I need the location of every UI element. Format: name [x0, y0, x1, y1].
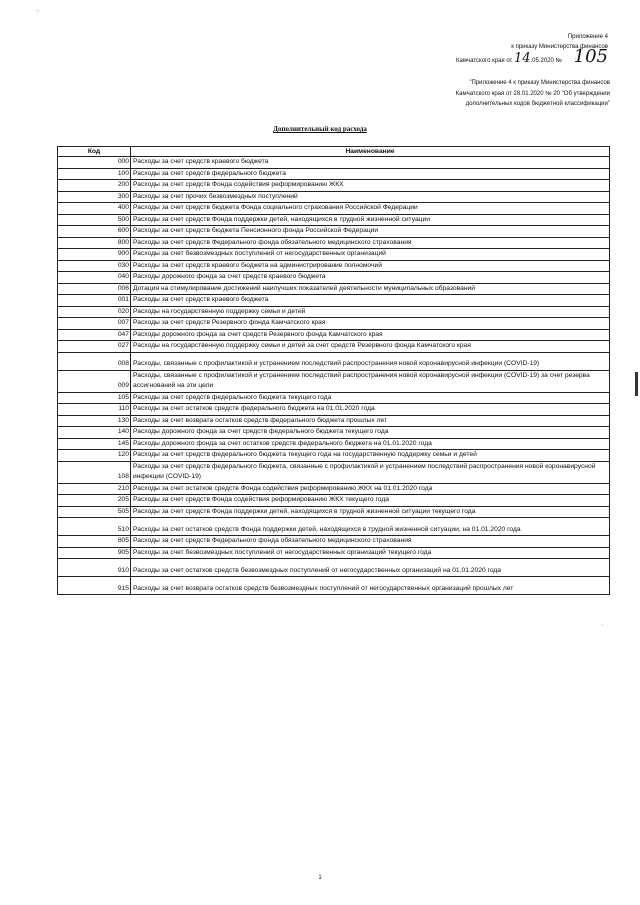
table-row	[58, 495, 610, 507]
table-row	[58, 306, 610, 318]
amended-header-line: Камчатского края от 28.01.2020 № 20 "Об утверждении	[455, 90, 610, 97]
table-row	[58, 180, 610, 192]
row-name: Расходы за счет средств Фонда содействия реформированию ЖКХ	[131, 180, 610, 192]
row-code: 905	[58, 547, 131, 559]
row-name: Расходы за счет средств Фонда поддержки детей, находящихся в трудной жизненной ситуации	[131, 214, 610, 226]
expense-codes-table	[57, 146, 610, 595]
row-code: 600	[58, 226, 131, 238]
row-code: 009	[58, 370, 131, 392]
row-name: Расходы за счет возврата остатков средств федерального бюджета прошлых лет	[131, 415, 610, 427]
row-name: Расходы за счет средств федерального бюджета	[131, 168, 610, 180]
table-row	[58, 329, 610, 341]
row-code: 047	[58, 329, 131, 341]
row-name: Расходы на государственную поддержку семьи и детей	[131, 306, 610, 318]
row-code: 800	[58, 237, 131, 249]
row-code: 205	[58, 495, 131, 507]
row-name: Расходы за счет средств Федерального фонда обязательного медицинского страхования	[131, 536, 610, 548]
row-name: Расходы за счет средств бюджета Пенсионного фонда Российской Федерации	[131, 226, 610, 238]
table-row	[58, 318, 610, 330]
column-header-name: Наименование	[131, 147, 610, 157]
table-row	[58, 237, 610, 249]
table-row	[58, 295, 610, 307]
row-code: 210	[58, 483, 131, 495]
row-name: Расходы за счет прочих безвозмездных поступлений	[131, 191, 610, 203]
table-row	[58, 203, 610, 215]
row-code: 006	[58, 283, 131, 295]
table-row	[58, 226, 610, 238]
row-name: Расходы, связанные с профилактикой и устранением последствий распространения новой коронавирусной инфекции (COVID-19) за счет резерва ассигнований на эти цели	[131, 370, 610, 392]
order-header	[388, 32, 608, 66]
column-header-code: Код	[58, 147, 131, 157]
scan-edge-mark	[635, 372, 638, 396]
row-code: 130	[58, 415, 131, 427]
table-row	[58, 536, 610, 548]
row-code: 915	[58, 577, 131, 595]
row-code: 200	[58, 180, 131, 192]
table-row	[58, 341, 610, 353]
row-name: Расходы за счет остатков средств безвозмездных поступлений от негосударственных организаций на 01.01.2020 года	[131, 559, 610, 577]
row-name: Расходы за счет средств краевого бюджета на администрирование полномочий	[131, 260, 610, 272]
row-name: Расходы за счет остатков средств Фонда поддержки детей, находящихся в трудной жизненной ситуации, на 01.01.2020 года	[131, 518, 610, 536]
row-name: Расходы за счет средств Федерального фонда обязательного медицинского страхования	[131, 237, 610, 249]
table-row	[58, 577, 610, 595]
table-row	[58, 352, 610, 370]
row-code: 910	[58, 559, 131, 577]
document-title: Дополнительный код расхода	[273, 125, 367, 133]
row-name: Расходы за счет остатков средств федерального бюджета на 01.01.2020 года	[131, 404, 610, 416]
table-row	[58, 404, 610, 416]
table-row	[58, 214, 610, 226]
order-date-rest: .05.2020 №	[530, 58, 562, 64]
row-name: Расходы, связанные с профилактикой и устранением последствий распространения новой коронавирусной инфекции (COVID-19)	[131, 352, 610, 370]
table-row	[58, 559, 610, 577]
row-code: 110	[58, 404, 131, 416]
row-name: Расходы за счет средств федерального бюджета, связанные с профилактикой и устранением последствий распространения новой коронавирусной инфекции (COVID-19)	[131, 461, 610, 483]
table-row	[58, 272, 610, 284]
table-row	[58, 260, 610, 272]
row-name: Расходы за счет средств краевого бюджета	[131, 157, 610, 169]
scan-mark: ·	[601, 622, 604, 629]
row-code: 105	[58, 392, 131, 404]
row-code: 008	[58, 352, 131, 370]
row-name: Расходы за счет средств Фонда поддержки детей, находящихся в трудной жизненной ситуации текущего года	[131, 506, 610, 518]
table-row	[58, 415, 610, 427]
table-row	[58, 283, 610, 295]
row-name: Расходы за счет средств федерального бюджета текущего года	[131, 392, 610, 404]
table-row	[58, 392, 610, 404]
table-header-row	[58, 147, 610, 157]
row-code: 510	[58, 518, 131, 536]
row-name: Расходы за счет средств Фонда содействия реформированию ЖКХ текущего года	[131, 495, 610, 507]
amended-header-line: "Приложение 4 к приказу Министерства финансов	[469, 80, 610, 86]
row-code: 007	[58, 318, 131, 330]
table-row	[58, 483, 610, 495]
table-row	[58, 461, 610, 483]
row-code: 000	[58, 157, 131, 169]
row-code: 027	[58, 341, 131, 353]
row-code: 805	[58, 536, 131, 548]
row-code: 500	[58, 214, 131, 226]
row-name: Расходы на государственную поддержку семьи и детей за счет средств Резервного фонда Камчатского края	[131, 341, 610, 353]
table-row	[58, 249, 610, 261]
table-row	[58, 547, 610, 559]
amended-order-header	[340, 78, 610, 110]
row-name: Расходы за счет остатков средств Фонда содействия реформированию ЖКХ на 01.01.2020 года	[131, 483, 610, 495]
row-name: Расходы за счет средств бюджета Фонда социального страхования Российской Федерации	[131, 203, 610, 215]
table-row	[58, 370, 610, 392]
row-code: 001	[58, 295, 131, 307]
row-code: 145	[58, 438, 131, 450]
row-code: 020	[58, 306, 131, 318]
table-row	[58, 506, 610, 518]
row-code: 040	[58, 272, 131, 284]
order-date-prefix: Камчатского края от	[456, 58, 513, 64]
row-name: Расходы дорожного фонда за счет средств краевого бюджета	[131, 272, 610, 284]
scan-mark: :·	[34, 7, 42, 16]
row-code: 030	[58, 260, 131, 272]
row-name: Расходы за счет безвозмездных поступлений от негосударственных организаций	[131, 249, 610, 261]
order-header-line: к приказу Министерства финансов	[511, 44, 608, 50]
table-row	[58, 191, 610, 203]
table-row	[58, 518, 610, 536]
table-row	[58, 157, 610, 169]
row-name: Расходы за счет средств Резервного фонда Камчатского края	[131, 318, 610, 330]
row-name: Расходы за счет возврата остатков средств безвозмездных поступлений от негосударственных организаций прошлых лет	[131, 577, 610, 595]
row-code: 108	[58, 461, 131, 483]
row-code: 120	[58, 450, 131, 462]
row-name: Расходы за счет средств краевого бюджета	[131, 295, 610, 307]
row-name: Расходы за счет средств федерального бюджета текущего года на государственную поддержку семьи и детей	[131, 450, 610, 462]
row-name: Расходы дорожного фонда за счет остатков средств федерального бюджета на 01.01.2020 года	[131, 438, 610, 450]
table-row	[58, 427, 610, 439]
row-name: Дотация на стимулирование достижений наилучших показателей деятельности муниципальных образований	[131, 283, 610, 295]
row-code: 505	[58, 506, 131, 518]
order-header-line: Приложение 4	[567, 34, 608, 40]
row-name: Расходы дорожного фонда за счет средств федерального бюджета текущего года	[131, 427, 610, 439]
row-code: 100	[58, 168, 131, 180]
row-name: Расходы дорожного фонда за счет средств Резервного фонда Камчатского края	[131, 329, 610, 341]
row-code: 300	[58, 191, 131, 203]
page-number: 1	[318, 875, 322, 881]
row-code: 900	[58, 249, 131, 261]
table-row	[58, 168, 610, 180]
table-row	[58, 438, 610, 450]
table-body	[58, 157, 610, 595]
row-name: Расходы за счет безвозмездных поступлений от негосударственных организаций текущего года	[131, 547, 610, 559]
row-code: 140	[58, 427, 131, 439]
row-code: 400	[58, 203, 131, 215]
order-number: 105	[573, 46, 608, 67]
order-date-day: 14	[513, 51, 531, 66]
amended-header-line: дополнительных кодов бюджетной классификации"	[465, 101, 610, 107]
table-row	[58, 450, 610, 462]
